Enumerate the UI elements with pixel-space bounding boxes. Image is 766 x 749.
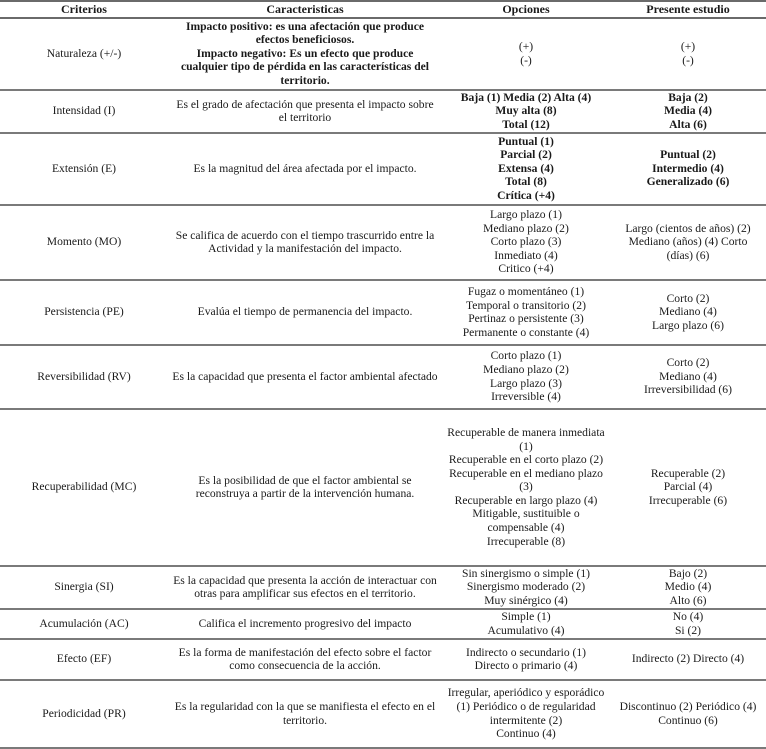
opciones-cell — [442, 609, 610, 639]
criterio-cell: Intensidad (I) — [0, 90, 168, 133]
opciones-line: Crítica (+4) — [497, 188, 555, 202]
presente-estudio-line: Irrecuperable (6) — [648, 493, 728, 507]
presente-estudio-cell — [610, 609, 766, 639]
opciones-line: Mitigable, sustituible o compensable (4) — [472, 507, 580, 535]
opciones-line: Total (8) — [505, 175, 547, 189]
opciones-line: Sin sinergismo o simple (1) — [462, 566, 590, 580]
opciones-line: Temporal o transitorio (2) — [466, 298, 586, 312]
caracteristicas-line: Califica el incremento progresivo del impacto — [198, 616, 412, 630]
criterio-cell: Sinergia (SI) — [0, 566, 168, 609]
opciones-line: Indirecto o secundario (1) — [465, 645, 587, 659]
opciones-line: Largo plazo (3) — [490, 376, 562, 390]
presente-estudio-line: Corto (2) — [666, 291, 710, 305]
caracteristicas-line: Evalúa el tiempo de permanencia del impacto. — [197, 305, 413, 319]
opciones-line: Extensa (4) — [498, 161, 554, 175]
presente-estudio-cell — [610, 280, 766, 345]
criterio-cell: Periodicidad (PR) — [0, 680, 168, 748]
opciones-cell — [442, 205, 610, 280]
table-row — [0, 205, 766, 280]
caracteristicas-line: Es la magnitud del área afectada por el impacto. — [193, 161, 417, 175]
presente-estudio-line: Si (2) — [674, 623, 702, 637]
presente-estudio-line: (-) — [682, 53, 694, 67]
criterio-cell: Naturaleza (+/-) — [0, 18, 168, 90]
caracteristicas-cell — [168, 18, 442, 90]
opciones-line: Directo o primario (4) — [474, 659, 578, 673]
caracteristicas-cell — [168, 609, 442, 639]
opciones-line: Irreversible (4) — [491, 390, 561, 404]
opciones-line: Irrecuperable (8) — [486, 534, 566, 548]
criterio-cell: Extensión (E) — [0, 133, 168, 205]
criterio-cell: Acumulación (AC) — [0, 609, 168, 639]
caracteristicas-line: Es la capacidad que presenta el factor ambiental afectado — [172, 369, 438, 383]
header-row — [0, 1, 766, 18]
presente-estudio-cell — [610, 18, 766, 90]
opciones-cell — [442, 133, 610, 205]
opciones-cell — [442, 345, 610, 409]
opciones-line: Continuo (4) — [496, 727, 556, 741]
opciones-line: Parcial (2) — [500, 148, 552, 162]
caracteristicas-line: Impacto positivo: es una afectación que produce efectos beneficiosos. — [185, 19, 425, 47]
header-caracteristicas: Caracteristicas — [168, 1, 442, 18]
caracteristicas-cell — [168, 280, 442, 345]
table-row — [0, 566, 766, 609]
table-row — [0, 345, 766, 409]
opciones-line: Simple (1) — [501, 610, 551, 623]
opciones-line: Inmediato (4) — [494, 248, 558, 262]
presente-estudio-line: Recuperable (2) — [650, 466, 726, 480]
opciones-cell — [442, 90, 610, 133]
opciones-line: Muy alta (8) — [495, 104, 557, 118]
caracteristicas-cell — [168, 90, 442, 133]
opciones-line: Baja (1) Media (2) Alta (4) — [460, 90, 592, 104]
presente-estudio-line: Alta (6) — [669, 117, 707, 131]
opciones-cell — [442, 639, 610, 680]
presente-estudio-line: No (4) — [672, 610, 704, 623]
opciones-cell — [442, 409, 610, 566]
presente-estudio-cell — [610, 409, 766, 566]
criterio-cell: Momento (MO) — [0, 205, 168, 280]
criterio-cell: Recuperabilidad (MC) — [0, 409, 168, 566]
opciones-line: Muy sinérgico (4) — [484, 593, 568, 607]
caracteristicas-cell — [168, 639, 442, 680]
opciones-line: Mediano plazo (2) — [483, 221, 569, 235]
presente-estudio-line: Continuo (6) — [658, 713, 718, 727]
opciones-line: Pertinaz o persistente (3) — [468, 312, 584, 326]
presente-estudio-line: Corto (2) — [666, 356, 710, 370]
opciones-line: (+) — [518, 40, 534, 53]
opciones-line: Corto plazo (3) — [490, 235, 562, 249]
caracteristicas-cell — [168, 345, 442, 409]
table-body — [0, 18, 766, 748]
opciones-cell — [442, 18, 610, 90]
table-row — [0, 409, 766, 566]
presente-estudio-line: Media (4) — [664, 104, 712, 118]
table-row — [0, 133, 766, 205]
presente-estudio-line: Intermedio (4) — [652, 161, 724, 175]
opciones-line: Mediano plazo (2) — [483, 363, 569, 376]
caracteristicas-cell — [168, 566, 442, 609]
table-row — [0, 90, 766, 133]
criterio-cell: Persistencia (PE) — [0, 280, 168, 345]
presente-estudio-line: Parcial (4) — [663, 480, 713, 494]
table-row — [0, 280, 766, 345]
opciones-line: Recuperable en el corto plazo (2) — [448, 453, 604, 467]
opciones-line: Acumulativo (4) — [487, 623, 565, 637]
presente-estudio-line: Medio (4) — [664, 580, 712, 594]
caracteristicas-line: Se califica de acuerdo con el tiempo trascurrido entre la Actividad y la manifestación del impacto. — [175, 228, 435, 256]
opciones-line: Permanente o constante (4) — [462, 325, 590, 339]
caracteristicas-line: Es la capacidad que presenta la acción de interactuar con otras para amplificar sus efectos en el territorio. — [173, 573, 437, 601]
presente-estudio-line: Bajo (2) — [668, 566, 708, 580]
opciones-line: Fugaz o momentáneo (1) — [467, 284, 585, 298]
presente-estudio-cell — [610, 680, 766, 748]
criterio-cell: Reversibilidad (RV) — [0, 345, 168, 409]
table-row — [0, 639, 766, 680]
opciones-line: Recuperable en largo plazo (4) — [454, 493, 598, 507]
caracteristicas-cell — [168, 133, 442, 205]
caracteristicas-line: Es la regularidad con la que se manifiesta el efecto en el territorio. — [174, 700, 436, 727]
header-opciones: Opciones — [442, 1, 610, 18]
presente-estudio-line: Generalizado (6) — [646, 175, 730, 189]
presente-estudio-cell — [610, 639, 766, 680]
table-row — [0, 609, 766, 639]
table-row — [0, 18, 766, 90]
opciones-line: Critico (+4) — [498, 262, 554, 276]
presente-estudio-cell — [610, 205, 766, 280]
opciones-line: Corto plazo (1) — [490, 349, 562, 363]
caracteristicas-cell — [168, 409, 442, 566]
opciones-line: Irregular, aperiódico y esporádico (1) Periódico o de regularidad intermitente (2) — [447, 686, 605, 727]
presente-estudio-line: (+) — [680, 40, 696, 53]
presente-estudio-line: Mediano (4) — [659, 369, 717, 383]
opciones-line: Recuperable de manera inmediata (1) — [447, 425, 605, 453]
presente-estudio-line: Alto (6) — [669, 593, 707, 607]
caracteristicas-cell — [168, 680, 442, 748]
opciones-line: Largo plazo (1) — [490, 208, 562, 222]
caracteristicas-cell — [168, 205, 442, 280]
caracteristicas-line: Es el grado de afectación que presenta el impacto sobre el territorio — [176, 97, 434, 125]
opciones-cell — [442, 280, 610, 345]
presente-estudio-line: Discontinuo (2) Periódico (4) — [619, 700, 757, 713]
opciones-cell — [442, 566, 610, 609]
criterio-cell: Efecto (EF) — [0, 639, 168, 680]
opciones-line: Sinergismo moderado (2) — [466, 580, 586, 594]
table-row — [0, 680, 766, 748]
presente-estudio-line: Largo plazo (6) — [652, 318, 724, 332]
opciones-line: Recuperable en el mediano plazo (3) — [449, 466, 603, 494]
presente-estudio-line: Largo (cientos de años) (2) Mediano (años) (4) Corto (días) (6) — [625, 221, 751, 262]
caracteristicas-line: Es la posibilidad de que el factor ambiental se reconstruya a partir de la intervención humana. — [195, 473, 415, 501]
presente-estudio-line: Indirecto (2) Directo (4) — [631, 652, 745, 666]
presente-estudio-line: Mediano (4) — [659, 305, 717, 319]
presente-estudio-cell — [610, 566, 766, 609]
presente-estudio-line: Baja (2) — [668, 90, 708, 104]
opciones-cell — [442, 680, 610, 748]
presente-estudio-line: Puntual (2) — [660, 148, 716, 162]
presente-estudio-cell — [610, 133, 766, 205]
opciones-line: Puntual (1) — [498, 134, 554, 148]
presente-estudio-cell — [610, 90, 766, 133]
opciones-line: (-) — [520, 53, 532, 67]
presente-estudio-line: Irreversibilidad (6) — [644, 383, 732, 397]
opciones-line: Total (12) — [502, 117, 550, 131]
header-presente-estudio: Presente estudio — [610, 1, 766, 18]
header-criterios: Criterios — [0, 1, 168, 18]
caracteristicas-line: Impacto negativo: Es un efecto que produce cualquier tipo de pérdida en las características del territorio. — [180, 46, 430, 87]
presente-estudio-cell — [610, 345, 766, 409]
caracteristicas-line: Es la forma de manifestación del efecto sobre el factor como consecuencia de la acción. — [178, 645, 432, 673]
